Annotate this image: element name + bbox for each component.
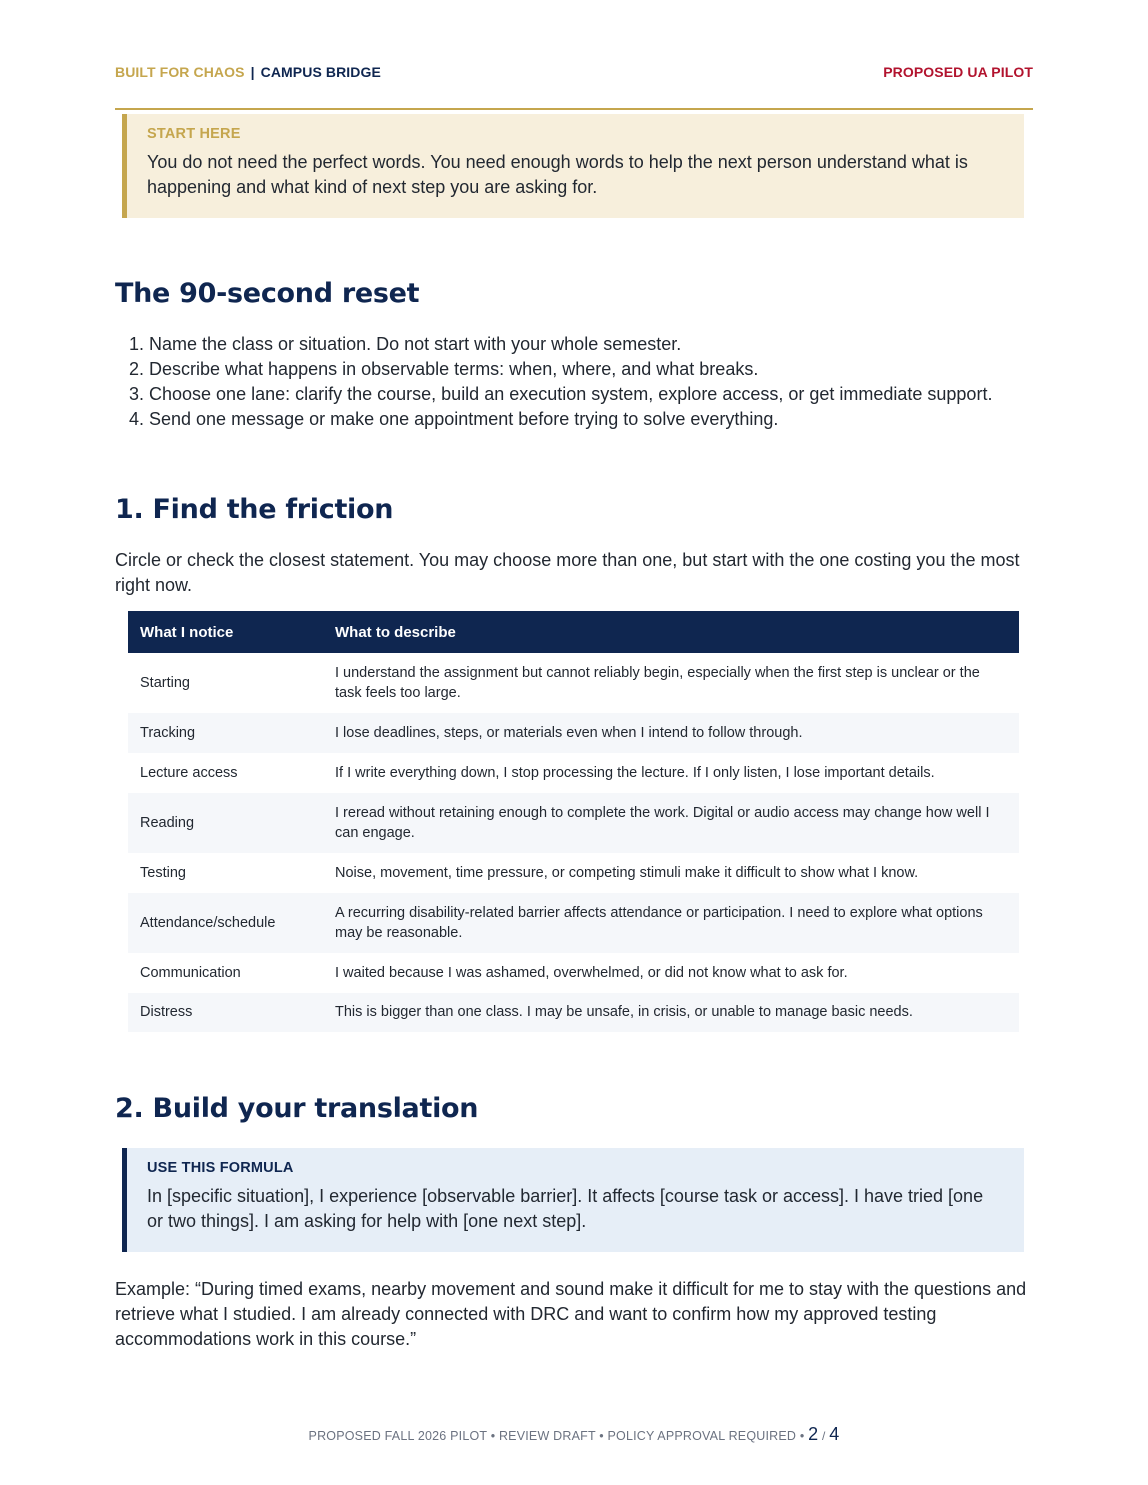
list-item: 3. Choose one lane: clarify the course, build an execution system, explore access, or get immediate support.	[149, 382, 1015, 407]
header-separator: |	[250, 64, 255, 80]
page-total: 4	[829, 1424, 840, 1444]
table-row[interactable]	[128, 713, 1019, 753]
start-here-callout	[122, 114, 1024, 218]
friction-heading: 1. Find the friction	[115, 494, 394, 525]
table-row[interactable]	[128, 993, 1019, 1032]
list-item: 1. Name the class or situation. Do not start with your whole semester.	[149, 332, 1015, 357]
table-header-row	[128, 611, 1019, 653]
notice-cell: Testing	[128, 853, 323, 893]
describe-cell: I reread without retaining enough to complete the work. Digital or audio access may change how well I can engage.	[323, 793, 1019, 853]
page-separator: /	[822, 1429, 826, 1443]
example-text: Example: “During timed exams, nearby movement and sound make it difficult for me to stay with the questions and retrieve what I studied. I am already connected with DRC and want to confirm how my approved testing accommodations work in this course.”	[115, 1279, 1027, 1349]
friction-intro: Circle or check the closest statement. You may choose more than one, but start with the one costing you the most right now.	[115, 550, 1020, 595]
notice-cell: Tracking	[128, 713, 323, 753]
notice-cell: Distress	[128, 993, 323, 1032]
table-row[interactable]	[128, 793, 1019, 853]
notice-cell: Reading	[128, 793, 323, 853]
callout-label: START HERE	[147, 126, 241, 142]
brand-label: BUILT FOR CHAOS	[115, 64, 245, 80]
table-row[interactable]	[128, 653, 1019, 713]
column-header: What to describe	[323, 611, 1019, 653]
table-row[interactable]	[128, 853, 1019, 893]
header-rule	[115, 108, 1033, 110]
notice-cell: Attendance/schedule	[128, 893, 323, 953]
friction-table	[128, 611, 1019, 1032]
table-row[interactable]	[128, 753, 1019, 793]
table-row[interactable]	[128, 953, 1019, 993]
list-item: 2. Describe what happens in observable terms: when, where, and what breaks.	[149, 357, 1015, 382]
reset-heading: The 90-second reset	[115, 278, 420, 309]
describe-cell: If I write everything down, I stop processing the lecture. If I only listen, I lose important details.	[323, 753, 1019, 793]
table-row[interactable]	[128, 893, 1019, 953]
pilot-label: PROPOSED UA PILOT	[883, 64, 1033, 80]
translation-heading: 2. Build your translation	[115, 1093, 479, 1124]
page-header	[115, 64, 1033, 82]
describe-cell: Noise, movement, time pressure, or competing stimuli make it difficult to show what I know.	[323, 853, 1019, 893]
notice-cell: Starting	[128, 653, 323, 713]
list-item: 4. Send one message or make one appointment before trying to solve everything.	[149, 407, 1015, 432]
page-footer	[0, 1424, 1148, 1445]
column-header: What I notice	[128, 611, 323, 653]
callout-body: In [specific situation], I experience [observable barrier]. It affects [course task or access]. I have tried [one or two things]. I am asking for help with [one next step].	[147, 1186, 984, 1231]
notice-cell: Lecture access	[128, 753, 323, 793]
callout-body: You do not need the perfect words. You need enough words to help the next person understand what is happening and what kind of next step you are asking for.	[147, 152, 968, 197]
describe-cell: This is bigger than one class. I may be unsafe, in crisis, or unable to manage basic needs.	[323, 993, 1019, 1032]
sub-brand-label: CAMPUS BRIDGE	[260, 64, 381, 80]
describe-cell: A recurring disability-related barrier affects attendance or participation. I need to explore what options may be reasonable.	[323, 893, 1019, 953]
notice-cell: Communication	[128, 953, 323, 993]
describe-cell: I understand the assignment but cannot reliably begin, especially when the first step is unclear or the task feels too large.	[323, 653, 1019, 713]
page-current: 2	[808, 1424, 819, 1444]
describe-cell: I waited because I was ashamed, overwhelmed, or did not know what to ask for.	[323, 953, 1019, 993]
describe-cell: I lose deadlines, steps, or materials even when I intend to follow through.	[323, 713, 1019, 753]
reset-steps-list	[115, 332, 1015, 432]
callout-label: USE THIS FORMULA	[147, 1160, 294, 1176]
footer-text: PROPOSED FALL 2026 PILOT • REVIEW DRAFT • POLICY APPROVAL REQUIRED •	[308, 1429, 805, 1443]
formula-callout	[122, 1148, 1024, 1252]
